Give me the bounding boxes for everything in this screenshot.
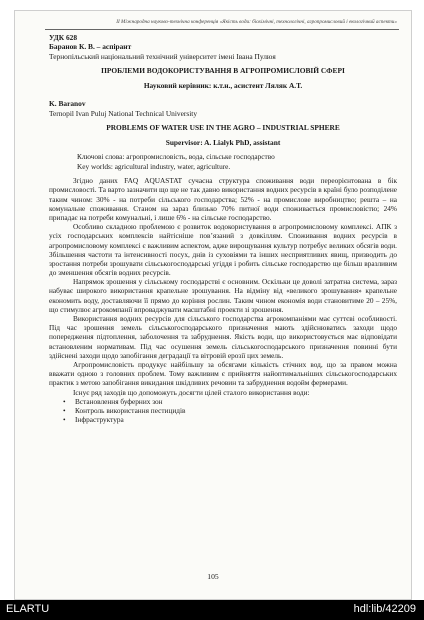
title-uk: ПРОБЛЕМИ ВОДОКОРИСТУВАННЯ В АГРОПРОМИСЛОВІЙ СФЕРІ <box>101 66 345 76</box>
repository-name: ELARTU <box>6 603 50 615</box>
title-en: PROBLEMS OF WATER USE IN THE AGRO – INDUSTRIAL SPHERE <box>106 123 340 133</box>
affiliation-en: Ternopil Ivan Puluj National Technical University <box>49 108 198 118</box>
paragraph: Агропромисловість продукує найбільшу за обсягами кількість стічних вод, що за правом можна вважати одною з головних проблем. Тому важливим є прийняття найоптимальніших сільськогосподарських практик з метою запобігання викидання шкідливих речовин та забруднення водойм фермерами. <box>49 359 397 388</box>
paragraph: Існує ряд заходів що допоможуть досягти цілей сталого використання води: <box>73 387 310 397</box>
paragraph: Згідно даних FAQ AQUASTAT сучасна структура споживання води переорієнтована в бік промисловості. Та варто зазначити що ще не так давно використання водних ресурсів в країні було розподілене таким чином: 30% - на потреби сільського господарства; 52% - на промислове виробництво; решта – на комунальне споживання. Станом на зараз близько 70% питної води споживається промисловістю; 24% припадає на потреби комунальні, і лише 6% - на сільське господарство. <box>49 176 397 222</box>
paragraph: Напрямок зрошення у сільському господарстві є основним. Оскільки це доволі затратна система, зараз набуває широкого використання крапельне зрошування. На відміну від «великого зрошування» крапельне економить воду, доставляючи її прямо до коріння рослин. Таким чином економія води становитиме 20 – 25%, що стимулює агрокомпанії впроваджувати масштабні проекти зі зрошення. <box>49 277 397 314</box>
udc-code: УДК 628 <box>49 33 78 42</box>
list-item: • Встановлення буферних зон <box>75 397 397 406</box>
paragraph: Особливо складною проблемою є розвиток водокористування в агропромисловому комплексі. АПК з усіх господарських комплексів найтісніше пов’язаний з довкіллям. Споживання водних ресурсів в агропромисловому комплексі є важливим аспектом, адже вирощування культур потребує великих обсягів води. Збільшення частоти та інтенсивності посух, днів із суховіями та інших несприятливих явищ, призводить до зростання потреби зрошувати сільськогосподарські угіддя і робить сільське господарство ще більш вразливим до зменшення обсягів водних ресурсів. <box>49 222 397 278</box>
running-header <box>15 19 411 29</box>
supervisor-uk: Науковий керівник: к.т.н., асистент Ляляк А.Т. <box>143 80 303 90</box>
measures-list <box>49 397 397 425</box>
keywords-uk: Ключові слова: агропромисловість, вода, сільське господарство <box>77 152 275 162</box>
supervisor-en: Supervisor: A. Lialyk PhD, assistant <box>165 137 281 147</box>
header-divider <box>45 29 399 30</box>
affiliation-uk: Тернопільський національний технічний університет імені Івана Пулюя <box>49 51 276 61</box>
handle-id: hdl:lib/42209 <box>353 603 416 615</box>
author-uk: Баранов К. В. – аспірант <box>49 42 132 52</box>
article-body <box>49 33 397 425</box>
paragraph: Використання водних ресурсів для сільського господарства агрокомпаніями має суттєві особливості. Під час зрошення земель сільськогосподарського призначення мають здійснюватись заходи щодо попередження підтоплення, заболочення та забруднення. Якість води, що використовується має відповідати встановленим нормативам. Під час осушення земель сільськогосподарського призначення повинні бути здійснені заходи щодо запобігання деградації та вітровій ерозії цих земель. <box>49 314 397 360</box>
page-number: 105 <box>207 572 219 581</box>
keywords-en: Key worlds: agricultural industry, water, agriculture. <box>77 161 231 171</box>
conference-title: ІІ Міжнародна науково-технічна конференція «Якість води: біохімічні, технологічні, агропромисловий і екологічний аспекти» <box>116 19 397 25</box>
footer-bar <box>0 600 424 620</box>
author-en: K. Baranov <box>49 99 86 109</box>
list-item: • Контроль використання пестицидів <box>75 406 397 415</box>
list-item: • Інфраструктура <box>75 415 397 424</box>
document-page <box>14 10 412 600</box>
